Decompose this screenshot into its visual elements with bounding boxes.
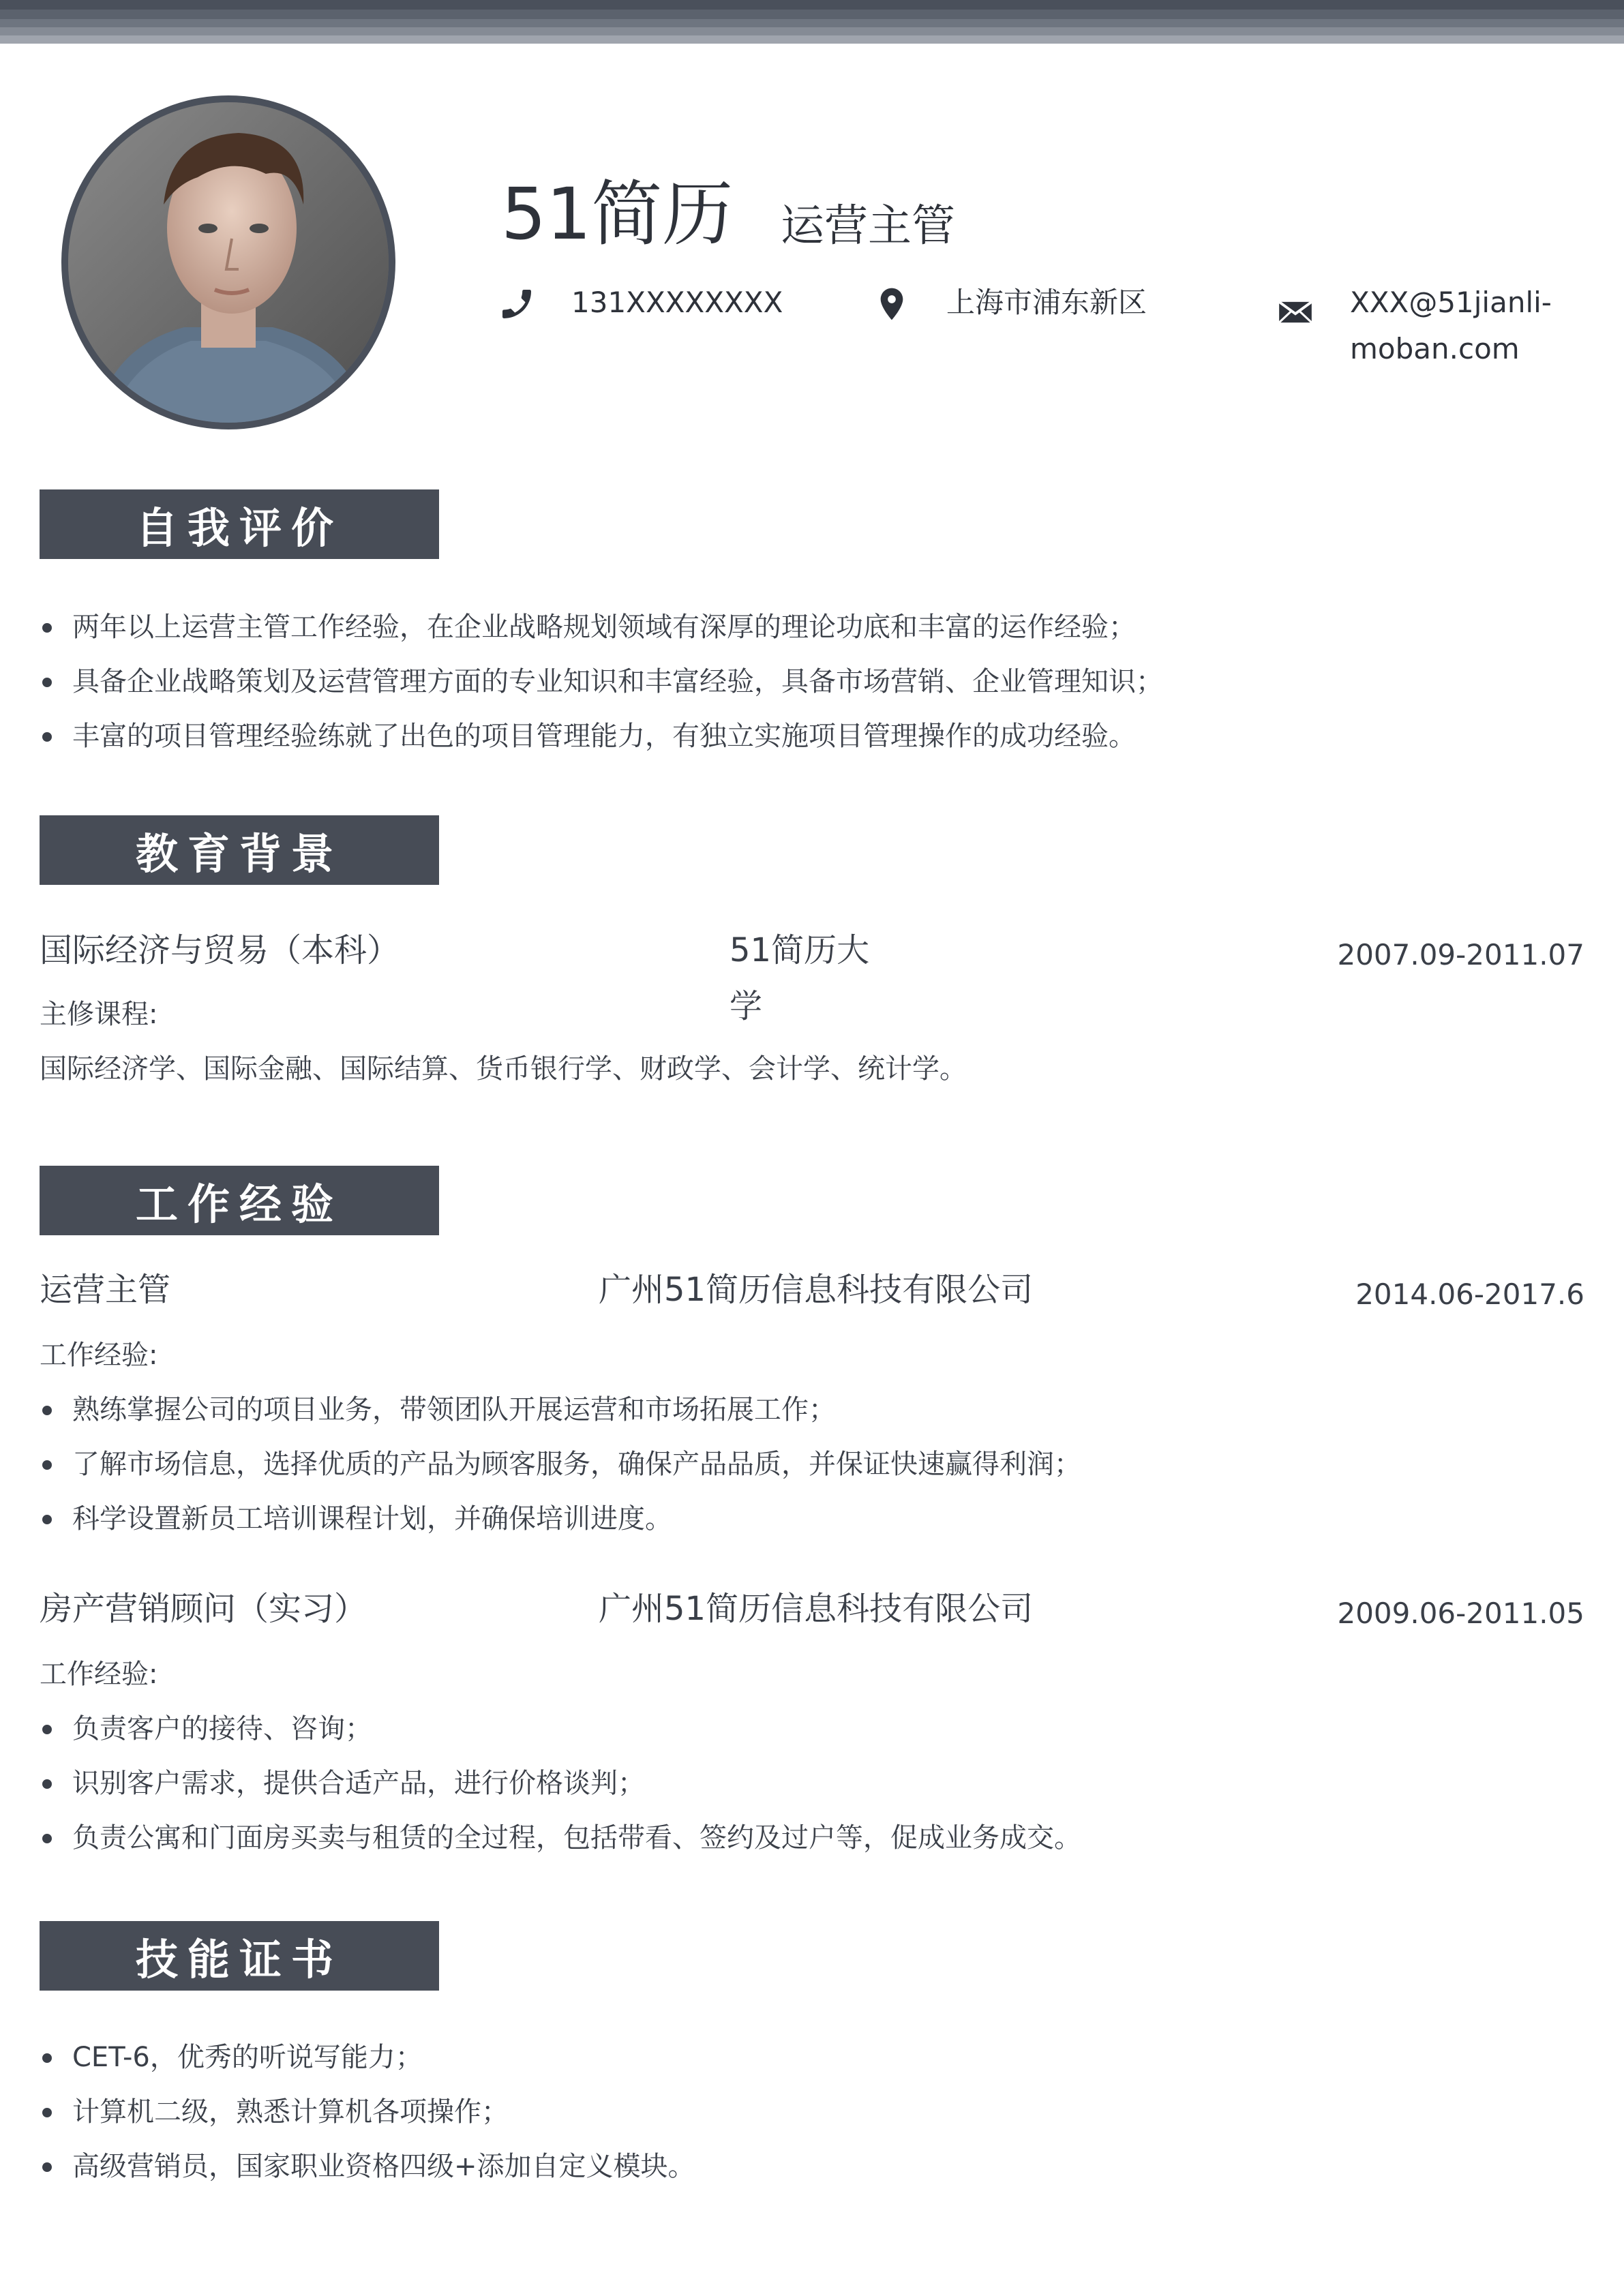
list-item: 两年以上运营主管工作经验，在企业战略规划领域有深厚的理论功底和丰富的运作经验； bbox=[40, 600, 1163, 654]
skills-list bbox=[40, 2030, 695, 2194]
address-text: 上海市浦东新区 bbox=[946, 286, 1147, 319]
section-education-header: 教育背景 bbox=[40, 815, 439, 885]
job-company: 广州51简历信息科技有限公司 bbox=[599, 1271, 1034, 1309]
section-skills-header: 技能证书 bbox=[40, 1921, 439, 1991]
list-item: 负责公寓和门面房买卖与租赁的全过程，包括带看、签约及过户等，促成业务成交。 bbox=[40, 1811, 1081, 1865]
list-item: 负责客户的接待、咨询； bbox=[40, 1702, 1081, 1756]
list-item: 具备企业战略策划及运营管理方面的专业知识和丰富经验，具备市场营销、企业管理知识； bbox=[40, 654, 1163, 709]
job-role: 房产营销顾问（实习） bbox=[40, 1590, 367, 1628]
job-company: 广州51简历信息科技有限公司 bbox=[599, 1590, 1034, 1628]
phone-number: 131XXXXXXXX bbox=[571, 286, 783, 319]
edu-school-line2: 学 bbox=[730, 987, 763, 1025]
job-label: 工作经验: bbox=[40, 1340, 158, 1371]
edu-courses-label: 主修课程: bbox=[40, 999, 158, 1030]
list-item: 熟练掌握公司的项目业务，带领团队开展运营和市场拓展工作； bbox=[40, 1383, 1081, 1437]
list-item: 识别客户需求，提供合适产品，进行价格谈判； bbox=[40, 1756, 1081, 1811]
contact-email bbox=[1278, 280, 1564, 372]
edu-date: 2007.09-2011.07 bbox=[1337, 938, 1584, 971]
location-pin-icon bbox=[873, 285, 911, 323]
job-date: 2014.06-2017.6 bbox=[1355, 1278, 1584, 1311]
phone-icon bbox=[498, 285, 536, 323]
list-item: 计算机二级，熟悉计算机各项操作； bbox=[40, 2085, 695, 2139]
list-item: 了解市场信息，选择优质的产品为顾客服务，确保产品品质，并保证快速赢得利润； bbox=[40, 1437, 1081, 1492]
edu-major: 国际经济与贸易（本科） bbox=[40, 931, 400, 969]
list-item: 科学设置新员工培训课程计划，并确保培训进度。 bbox=[40, 1492, 1081, 1546]
section-work-header: 工作经验 bbox=[40, 1166, 439, 1235]
contact-phone bbox=[498, 280, 783, 326]
envelope-icon bbox=[1278, 293, 1313, 331]
avatar bbox=[61, 95, 395, 429]
top-decor-bar bbox=[0, 0, 1624, 44]
list-item: 高级营销员，国家职业资格四级+添加自定义模块。 bbox=[40, 2139, 695, 2194]
self-evaluation-list bbox=[40, 600, 1163, 764]
edu-courses: 国际经济学、国际金融、国际结算、货币银行学、财政学、会计学、统计学。 bbox=[40, 1053, 967, 1085]
job-label: 工作经验: bbox=[40, 1659, 158, 1690]
job-title: 运营主管 bbox=[781, 201, 955, 252]
job-date: 2009.06-2011.05 bbox=[1337, 1597, 1584, 1630]
contact-address bbox=[873, 280, 1147, 326]
job-role: 运营主管 bbox=[40, 1271, 171, 1309]
job-duties-list bbox=[40, 1702, 1081, 1865]
section-self-evaluation-header: 自我评价 bbox=[40, 489, 439, 559]
candidate-name: 51简历 bbox=[501, 172, 734, 256]
avatar-photo bbox=[68, 102, 389, 423]
list-item: CET-6，优秀的听说写能力； bbox=[40, 2030, 695, 2085]
edu-school-line1: 51简历大 bbox=[730, 931, 870, 969]
job-duties-list bbox=[40, 1383, 1081, 1546]
list-item: 丰富的项目管理经验练就了出色的项目管理能力，有独立实施项目管理操作的成功经验。 bbox=[40, 709, 1163, 764]
email-text: XXX@51jianli-moban.com bbox=[1350, 286, 1552, 365]
